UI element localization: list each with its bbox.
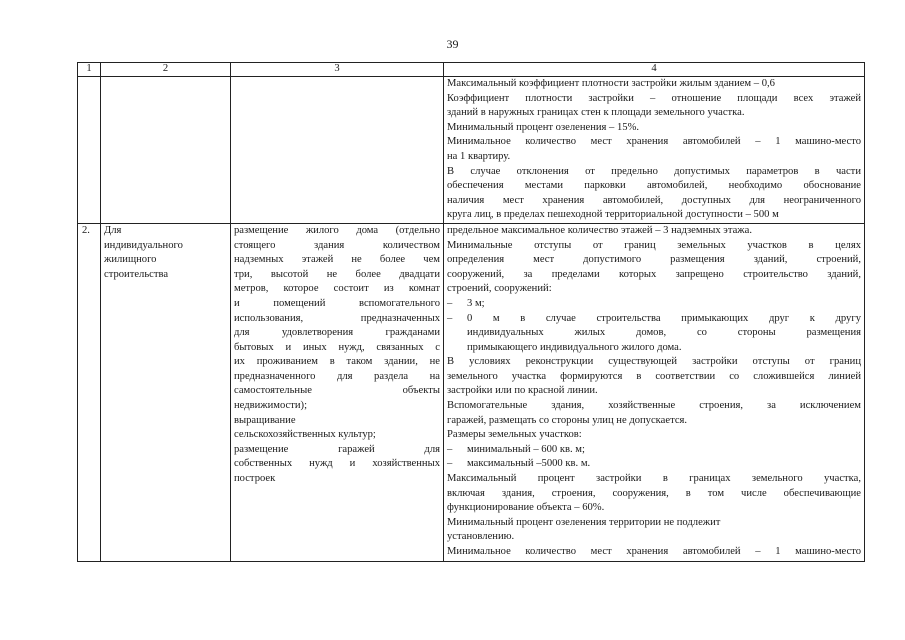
text-line: размещение гаражей для — [234, 443, 440, 455]
text-line: стоящего здания количеством — [234, 239, 440, 251]
text-line: В случае отклонения от предельно допустимых параметров в части — [447, 165, 861, 177]
text-line: индивидуального — [104, 239, 183, 251]
text-line: Минимальное количество мест хранения автомобилей – 1 машино-место — [447, 136, 861, 148]
text-line: сооружений, за пределами которых запрещено строительство зданий, — [447, 268, 861, 280]
page-number: 39 — [446, 37, 459, 51]
text-line: строительства — [104, 268, 169, 280]
text-line: Для — [104, 224, 122, 236]
text-line: гаражей, размещать со стороны улиц не допускается. — [447, 414, 688, 426]
list-dash-marker: – — [447, 297, 453, 309]
table-row — [78, 223, 865, 561]
text-line — [447, 457, 861, 472]
list-item-text: максимальный –5000 кв. м. — [467, 458, 591, 470]
text-line — [447, 297, 861, 312]
text-line: Коэффициент плотности застройки – отношение площади всех этажей — [447, 92, 861, 104]
text-line: Размеры земельных участков: — [447, 429, 582, 441]
list-dash-marker: – — [447, 458, 453, 470]
text-line: строений, сооружений: — [447, 283, 552, 295]
row2-number-cell: 2. — [78, 223, 101, 561]
text-line: самостоятельные объекты — [234, 385, 440, 397]
text-line: Минимальный процент озеленения территории не подлежит — [447, 516, 721, 528]
text-line: сельскохозяйственных культур; — [234, 429, 376, 441]
row1-description-cell — [231, 77, 444, 224]
text-line — [447, 312, 861, 327]
text-line: построек — [234, 473, 276, 485]
row1-parameters-cell — [444, 77, 865, 224]
text-line: примыкающего индивидуального жилого дома. — [467, 341, 682, 353]
regulations-table — [77, 62, 865, 562]
text-line: В условиях реконструкции существующей застройки отступы от границ — [447, 356, 861, 368]
text-line: индивидуальных жилых домов, со стороны размещения — [467, 327, 861, 339]
text-line: определения мест допустимого размещения зданий, строений, — [447, 254, 861, 266]
row1-use-type-cell — [101, 77, 231, 224]
text-line: жилищного — [104, 254, 157, 266]
text-line: Минимальные отступы от границ земельных участков в целях — [447, 239, 861, 251]
text-line: на 1 квартиру. — [447, 150, 511, 162]
text-line: земельного участка формируются в соответствии со сложившейся линией — [447, 370, 861, 382]
text-line: недвижимости); — [234, 400, 308, 412]
text-line: зданий в наружных границах стен к площади земельного участка. — [447, 107, 745, 119]
text-line: для удовлетворения гражданами — [234, 327, 440, 339]
text-line: включая здания, строения, сооружения, в том числе обеспечивающие — [447, 487, 861, 499]
text-line: Максимальный коэффициент плотности застройки жилым зданием – 0,6 — [447, 78, 775, 89]
text-line: Минимальное количество мест хранения автомобилей – 1 машино-место — [447, 546, 861, 557]
list-item-text: 0 м в случае строительства примыкающих друг к другу — [467, 312, 861, 324]
list-item-text: 3 м; — [467, 297, 485, 309]
header-cell: 2 — [101, 63, 231, 77]
text-line: застройки или по красной линии. — [447, 385, 598, 397]
text-line: надземных этажей не более чем — [234, 254, 440, 266]
header-cell: 3 — [231, 63, 444, 77]
text-line: собственных нужд и хозяйственных — [234, 458, 440, 470]
header-cell: 1 — [78, 63, 101, 77]
text-line: предназначенного для раздела на — [234, 370, 440, 382]
text-line: Минимальный процент озеленения – 15%. — [447, 121, 640, 133]
text-line: метров, которое состоит из комнат — [234, 283, 440, 295]
text-line — [447, 443, 861, 458]
text-line: установлению. — [447, 531, 515, 543]
row2-description-cell — [231, 223, 444, 561]
text-line: их проживанием в таком здании, не — [234, 356, 440, 368]
text-line: размещение жилого дома (отдельно — [234, 224, 440, 236]
text-line: обеспечения местами парковки автомобилей, необходимо обоснование — [447, 180, 861, 192]
header-cell: 4 — [444, 63, 865, 77]
text-line: и помещений вспомогательного — [234, 297, 440, 309]
table-header-row — [78, 63, 865, 77]
table-row — [78, 77, 865, 224]
text-line: Максимальный процент застройки в границах земельного участка, — [447, 473, 861, 485]
text-line: выращивание — [234, 414, 296, 426]
list-dash-marker: – — [447, 443, 453, 455]
row2-use-type-cell — [101, 223, 231, 561]
list-dash-marker: – — [447, 312, 453, 324]
text-line: функционирование объекта – 60%. — [447, 502, 605, 514]
row1-number-cell — [78, 77, 101, 224]
list-item-text: минимальный – 600 кв. м; — [467, 443, 585, 455]
text-line: круга лиц, в пределах пешеходной территориальной доступности – 500 м — [447, 209, 779, 221]
row2-parameters-cell — [444, 223, 865, 561]
text-line: предельное максимальное количество этажей – 3 надземных этажа. — [447, 224, 752, 236]
text-line: Вспомогательные здания, хозяйственные строения, за исключением — [447, 400, 861, 412]
text-line: использования, предназначенных — [234, 312, 440, 324]
text-line: наличия мест хранения автомобилей, доступных для неограниченного — [447, 194, 861, 206]
text-line: три, высотой не более двадцати — [234, 268, 440, 280]
text-line: бытовых и иных нужд, связанных с — [234, 341, 440, 353]
